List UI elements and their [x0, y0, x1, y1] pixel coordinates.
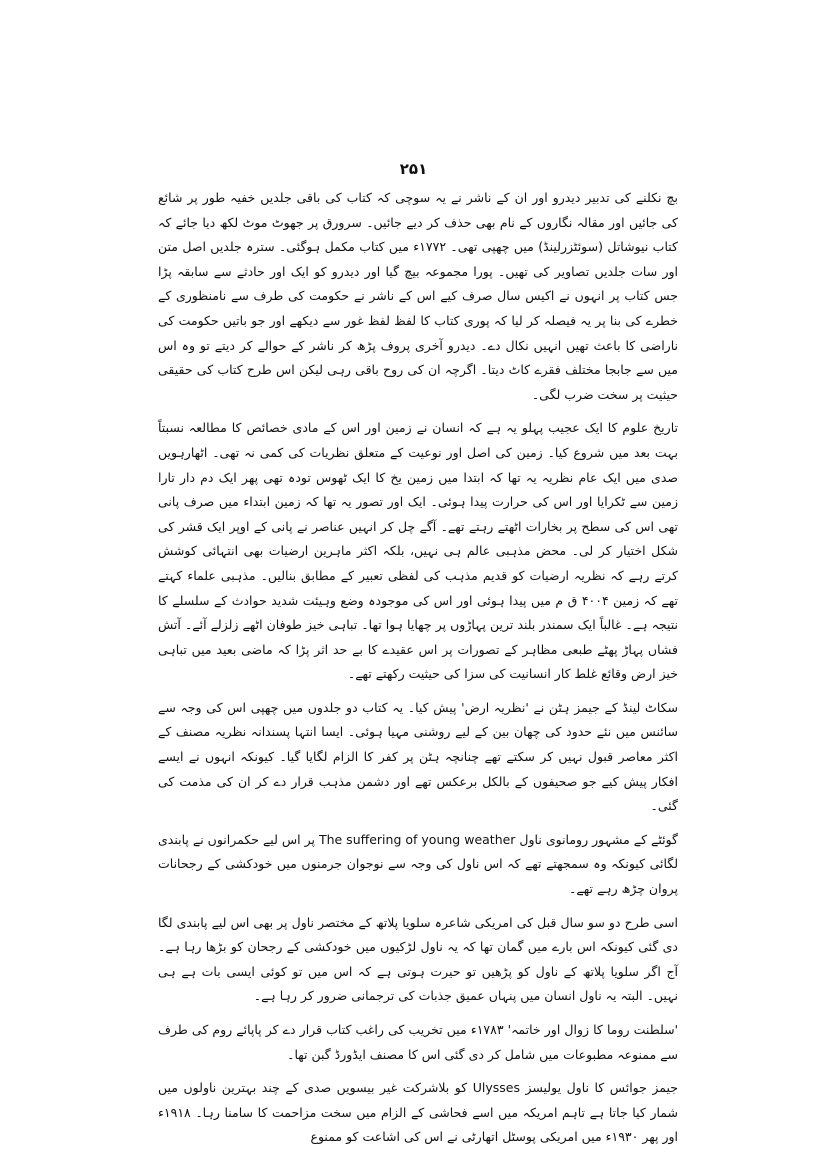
paragraph-6: 'سلطنت روما کا زوال اور خاتمہ' ۱۷۸۳ء میں تخریب کی راغب کتاب قرار دے کر پاپائے روم کی طرف سے ممنوعہ مطبوعات میں شامل کر دی گئی اس کا مصنف ایڈورڈ گبن تھا۔: [158, 1022, 679, 1062]
paragraph-1: بچ نکلنے کی تدبیر دیدرو اور ان کے ناشر نے یہ سوچی کہ کتاب کی باقی جلدیں خفیہ طور پر شائع کی جائیں اور مقالہ نگاروں کے نام بھی حذف کر دیے جائیں۔ سرورق پر جھوٹ موٹ لکھ دیا جائے کہ کتاب نیوشاتل (سوئٹزرلینڈ) میں چھپی تھی۔ ۱۷۷۲ء میں کتاب مکمل ہوگئی۔ سترہ جلدیں اصل متن اور سات جلدیں تصاویر کی تھیں۔ پورا مجموعہ بیچ گیا اور دیدرو کو ایک اور حادثے سے سابقہ پڑا جس کتاب پر انہوں نے اکیس سال صرف کیے اس کے ناشر نے حکومت کی طرف سے نامنظوری کے خطرے کی بنا پر یہ فیصلہ کر لیا کہ پوری کتاب کا لفظ لفظ غور سے دیکھے اور جو باتیں حکومت کی ناراضی کا باعث تھیں انہیں نکال دے۔ دیدرو آخری پروف پڑھ کر ناشر کے حوالے کر دیتے تو وہ اس میں سے جابجا مختلف فقرے کاٹ دیتا۔ اگرچہ ان کی روح باقی رہی لیکن اس طرح کتاب کی حقیقی حیثیت پر سخت ضرب لگی۔: [158, 190, 678, 402]
paragraph-3: سکاٹ لینڈ کے جیمز ہٹن نے 'نظریہ ارض' پیش کیا۔ یہ کتاب دو جلدوں میں چھپی اس کی وجہ سے سائنس میں نئے حدود کی چھان بین کے لیے روشنی مہیا ہوئی۔ ایسا انتہا پسندانہ نظریہ مصنف کے اکثر معاصر قبول نہیں کر سکتے تھے چنانچہ ہٹن پر کفر کا الزام لگایا گیا۔ کیونکہ انہوں نے ایسے افکار پیش کیے جو صحیفوں کے بالکل برعکس تھے اور دشمن مذہب قرار دے کر ان کی مذمت کی گئی۔: [158, 699, 678, 814]
paragraph-4: گوئٹے کے مشہور رومانوی ناول The suffering of young weather پر اس لیے حکمرانوں نے پابندی لگائی کیونکہ وہ سمجھتے تھے کہ اس ناول کی وجہ سے نوجوان جرمنوں میں خودکشی کے رجحانات پروان چڑھ رہے تھے۔: [158, 831, 678, 897]
page-number: ۲۵۱: [399, 160, 428, 178]
body-text: [158, 186, 678, 1159]
paragraph-7: جیمز جوائس کا ناول یولیسز Ulysses کو بلاشرکت غیر بیسویں صدی کے چند بہترین ناولوں میں شمار کیا جاتا ہے تاہم امریکہ میں اسے فحاشی کے الزام میں سخت مزاحمت کا سامنا رہا۔ ۱۹۱۸ء اور پھر ۱۹۳۰ء میں امریکی پوسٹل اتھارٹی نے اس کی اشاعت کو ممنوع: [158, 1080, 678, 1145]
paragraph-5: اسی طرح دو سو سال قبل کی امریکی شاعرہ سلویا پلاتھ کے مختصر ناول پر بھی اس لیے پابندی لگا دی گئی کیونکہ اس بارے میں گمان تھا کہ یہ ناول لڑکیوں میں خودکشی کے رجحان کو بڑھا رہا ہے۔ آج اگر سلویا پلاتھ کے ناول کو پڑھیں تو حیرت ہوتی ہے کہ اس میں تو کوئی ایسی بات ہے ہی نہیں۔ البتہ یہ ناول انسان میں پنہاں عمیق جذبات کی ترجمانی ضرور کر رہا ہے۔: [158, 914, 678, 1004]
paragraph-2: تاریخ علوم کا ایک عجیب پہلو یہ ہے کہ انسان نے زمین اور اس کے مادی خصائص کا مطالعہ نسبتاً بہت بعد میں شروع کیا۔ زمین کی اصل اور نوعیت کے متعلق نظریات کی کمی نہ تھی۔ اٹھارہویں صدی میں ایک عام نظریہ یہ تھا کہ ابتدا میں زمین یخ کا ایک ٹھوس تودہ تھی پھر ایک دم دار تارا زمین سے ٹکرایا اور اس کی حرارت پیدا ہوئی۔ ایک اور تصور یہ تھا کہ زمین ابتداء میں صرف پانی تھی اس کی سطح پر بخارات اٹھتے رہتے تھے۔ آگے چل کر انہیں عناصر نے پانی کے اوپر ایک قشر کی شکل اختیار کر لی۔ محض مذہبی عالم ہی نہیں، بلکہ اکثر ماہرین ارضیات بھی انتہائی کوشش کرتے رہے کہ نظریہ ارضیات کو قدیم مذہب کی لفظی تعبیر کے مطابق بنالیں۔ مذہبی علماء کہتے تھے کہ زمین ۴۰۰۴ ق م میں پیدا ہوئی اور اس کی موجودہ وضع وہیئت شدید حوادث کے سلسلے کا نتیجہ ہے۔ غالباً ایک سمندر بلند ترین پہاڑوں پر چھایا ہوا تھا۔ تباہی خیز طوفان اٹھے زلزلے آئے۔ آتش فشاں پہاڑ پھٹے طبعی مظاہر کے تصورات پر اس عقیدے کا بے حد اثر پڑا کہ ماضی بعید میں تباہی خیز ارض وقائع غلط کار انسانیت کی سزا کی حیثیت رکھتے تھے۔: [158, 420, 678, 682]
